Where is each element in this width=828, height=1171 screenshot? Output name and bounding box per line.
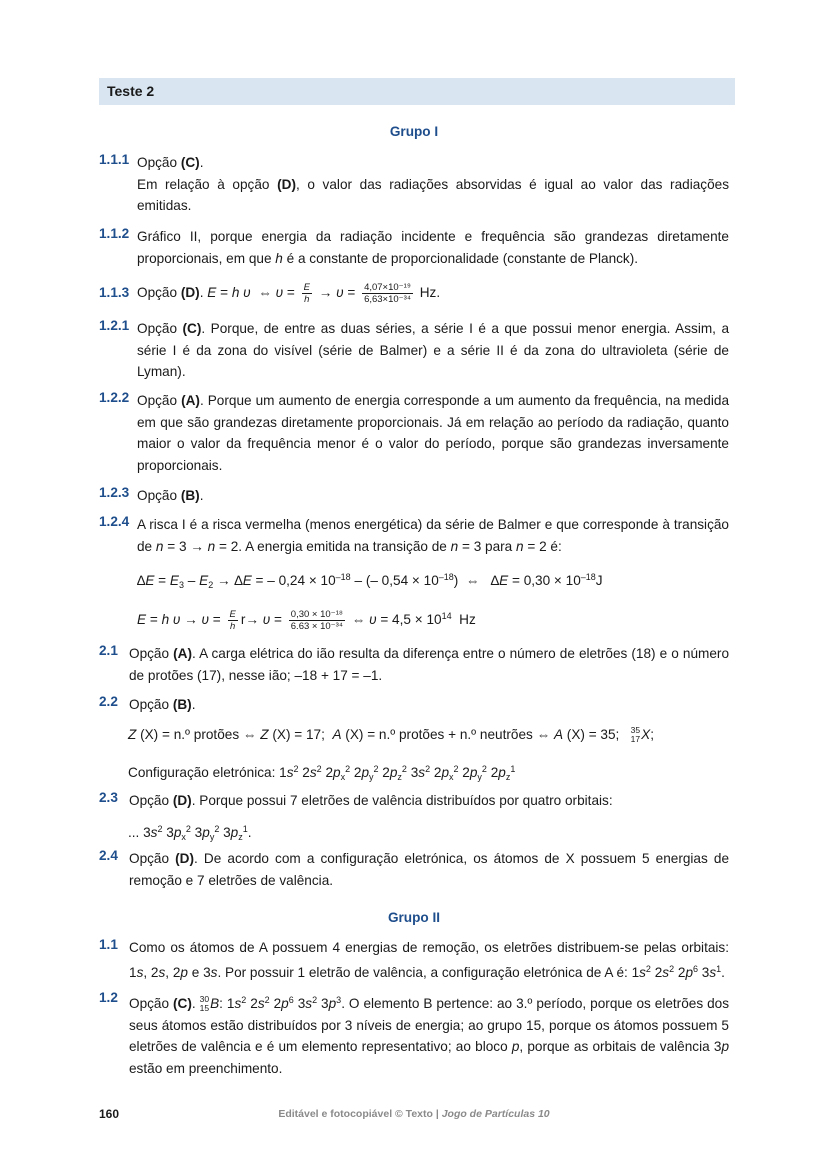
fraction-denominator: 6.63 × 10⁻³⁴ <box>290 620 343 632</box>
answer-1-2-2 <box>99 390 729 476</box>
page-number: 160 <box>99 1107 120 1121</box>
answer-2-4 <box>99 848 729 891</box>
answer-number: 1.2 <box>99 990 118 1005</box>
answer-number: 2.3 <box>99 790 118 805</box>
frequency-equation: E = h υ → υ = $\frac{E}{h}$ r→ υ = $\frac{\text{0,30 × 10⁻¹⁸}}{\text{6.63 × 10⁻³⁴}}$ ⇔ $\upsilon = 4,5 \times 10^{14}$ Hz <box>137 608 476 632</box>
answer-text: Opção (B). <box>137 488 204 503</box>
group-ii-title: Grupo II <box>387 910 441 925</box>
answer-1-2-1 <box>99 318 729 383</box>
answer-1-1-1 <box>99 152 729 217</box>
group-i-title: Grupo I <box>389 124 439 139</box>
answer-text: Opção (D). E = h υ ⇔ υ = $\frac{E}{h}$ → υ = $\frac{\text{4,07×10⁻¹⁹}}{\text{6,63×10⁻³⁴}}$ Hz. <box>137 282 441 305</box>
answer-2-2 <box>99 694 729 716</box>
book-title: Jogo de Partículas 10 <box>441 1108 550 1120</box>
answer-1-1-3 <box>99 282 729 305</box>
answer-number: 1.1 <box>99 937 118 952</box>
answer-number: 1.1.2 <box>99 226 130 241</box>
fraction-numerator: 4,07×10⁻¹⁹ <box>362 282 413 294</box>
fraction-denominator: 6,63×10⁻³⁴ <box>364 294 411 305</box>
answer-2-3 <box>99 790 729 812</box>
answer-number: 2.4 <box>99 848 118 863</box>
atomic-number-equation: Z (X) = n.º protões ⇔ Z (X) = 17; A (X) = n.º protões + n.º neutrões ⇔ A (X) = 35; 35 17X; <box>128 725 654 745</box>
answer-text: Opção (B). <box>129 697 196 712</box>
answer-text: Opção (D). De acordo com a configuração eletrónica, os átomos de X possuem 5 energias de remoção e 7 eletrões de valência. <box>129 851 730 888</box>
answer-text: Opção (D). Porque possui 7 eletrões de valência distribuídos por quatro orbitais: <box>129 793 613 808</box>
electron-configuration: Configuração eletrónica: $1s^2$ $2s^2$ $2p_x^2$ $2p_y^2$ $2p_z^2$ $3s^2$ $2p_x^2$ $2p_y^2$ $2p_z^1$ <box>128 764 516 782</box>
answer-ii-1-1 <box>99 937 729 983</box>
section-title: Teste 2 <box>107 83 155 99</box>
energy-equation: $\Delta E = E_3 - E_2 \to \Delta E$ = – $0,24 \times 10^{-18}$ – (– $0,54 \times 10^{-18}$) ⇔ $\Delta E = 0,30 \times 10^{-18}J$ <box>137 572 603 590</box>
answer-number: 1.2.1 <box>99 318 130 333</box>
valence-configuration: ... $3s^2$ $3p_x^2$ $3p_y^2$ $3p_z^1$. <box>128 824 252 842</box>
answer-2-1 <box>99 643 729 686</box>
answer-text: Gráfico II, porque energia da radiação incidente e frequência são grandezas diretamente proporcionais, em que h é a constante de proporcionalidade (constante de Planck). <box>137 229 729 266</box>
answer-number: 1.1.1 <box>99 152 130 167</box>
answer-1-2-4 <box>99 514 729 557</box>
copyright-text: Editável e fotocopiável © Texto | <box>278 1108 442 1120</box>
answer-1-1-2 <box>99 226 729 269</box>
answer-number: 1.2.4 <box>99 514 130 529</box>
section-header <box>99 78 735 105</box>
answer-number: 1.2.3 <box>99 485 130 500</box>
fraction-numerator: 0,30 × 10⁻¹⁸ <box>289 609 345 621</box>
answer-number: 2.2 <box>99 694 118 709</box>
answer-number: 1.2.2 <box>99 390 130 405</box>
answer-number: 1.1.3 <box>99 285 130 300</box>
answer-1-2-3 <box>99 485 729 507</box>
answer-text: Como os átomos de A possuem 4 energias de remoção, os eletrões distribuem-se pelas orbitais: 1s, 2s, 2p e 3s. Por possuir 1 eletrão de valência, a configuração eletrónica de A é: $1s^2$ $2s^2$ $2p^6$ $3s^1$. <box>129 940 729 980</box>
answer-text: A risca I é a risca vermelha (menos energética) da série de Balmer e que corresponde à transição de n = 3 → n = 2. A energia emitida na transição de n = 3 para n = 2 é: <box>137 517 729 554</box>
answer-ii-1-2 <box>99 990 729 1079</box>
footer-note <box>0 1108 828 1120</box>
answer-text: Opção (C). Porque, de entre as duas séries, a série I é a que possui menor energia. Assim, a série I é da zona do visível (série de Balmer) e a série II é da zona do ultravioleta (série de Lyman). <box>137 321 729 379</box>
answer-text: Opção (A). Porque um aumento de energia corresponde a um aumento da frequência, na medida em que são grandezas diretamente proporcionais. Já em relação ao período da radiação, quanto maior o valor da frequência menor é o valor do período, porque são grandezas inversamente proporcionais. <box>137 393 730 473</box>
answer-text: Opção (C). Em relação à opção (D), o valor das radiações absorvidas é igual ao valor das radiações emitidas. <box>137 155 729 213</box>
answer-number: 2.1 <box>99 643 118 658</box>
answer-text: Opção (C). 30 15B: $1s^2$ $2s^2$ $2p^6$ $3s^2$ $3p^3$. O elemento B pertence: ao 3.º período, porque os eletrões dos seus átomos estão distribuídos por 3 níveis de energia; ao grupo 15, porque os átomos possuem 5 eletrões de valência e é um elemento representativo; ao bloco p, porque as orbitais de valência 3p estão em preenchimento. <box>129 994 730 1076</box>
answer-text: Opção (A). A carga elétrica do ião resulta da diferença entre o número de eletrões (18) e o número de protões (17), nesse ião; –18 + 17 = –1. <box>129 646 729 683</box>
unit: Hz. <box>419 285 441 301</box>
